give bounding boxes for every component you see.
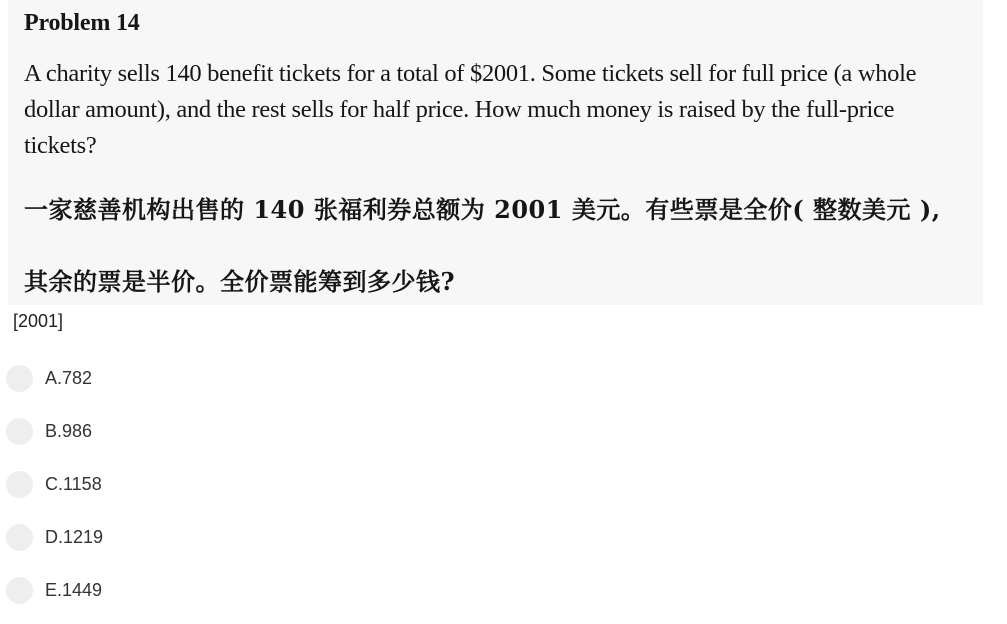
choice-d[interactable] xyxy=(0,511,400,564)
year-tag: [2001] xyxy=(13,311,64,331)
radio-button[interactable] xyxy=(6,577,33,604)
problem-text-english: A charity sells 140 benefit tickets for a total of $2001. Some tickets sell for full price (a whole dollar amount), and the rest sells for half price. How much money is raised by the full-price tickets? xyxy=(24,60,917,159)
radio-button[interactable] xyxy=(6,418,33,445)
choice-label: B.986 xyxy=(45,421,93,441)
choice-label: A.782 xyxy=(45,368,93,388)
choice-e[interactable] xyxy=(0,564,400,617)
radio-button[interactable] xyxy=(6,365,33,392)
choice-label: E.1449 xyxy=(45,580,103,600)
problem-text-chinese-line-1: 一家慈善机构出售的 140 张福利券总额为 2001 美元。有些票是全价( 整数美元 ), xyxy=(24,195,941,224)
answer-choices xyxy=(0,352,400,617)
problem-title: Problem 14 xyxy=(24,10,140,36)
choice-b[interactable] xyxy=(0,405,400,458)
problem-text-chinese-line-2: 其余的票是半价。全价票能筹到多少钱? xyxy=(24,267,456,296)
choice-label: D.1219 xyxy=(45,527,104,547)
choice-label: C.1158 xyxy=(45,474,102,494)
problem-image xyxy=(8,0,983,305)
radio-button[interactable] xyxy=(6,471,33,498)
choice-c[interactable] xyxy=(0,458,400,511)
radio-button[interactable] xyxy=(6,524,33,551)
choice-a[interactable] xyxy=(0,352,400,405)
